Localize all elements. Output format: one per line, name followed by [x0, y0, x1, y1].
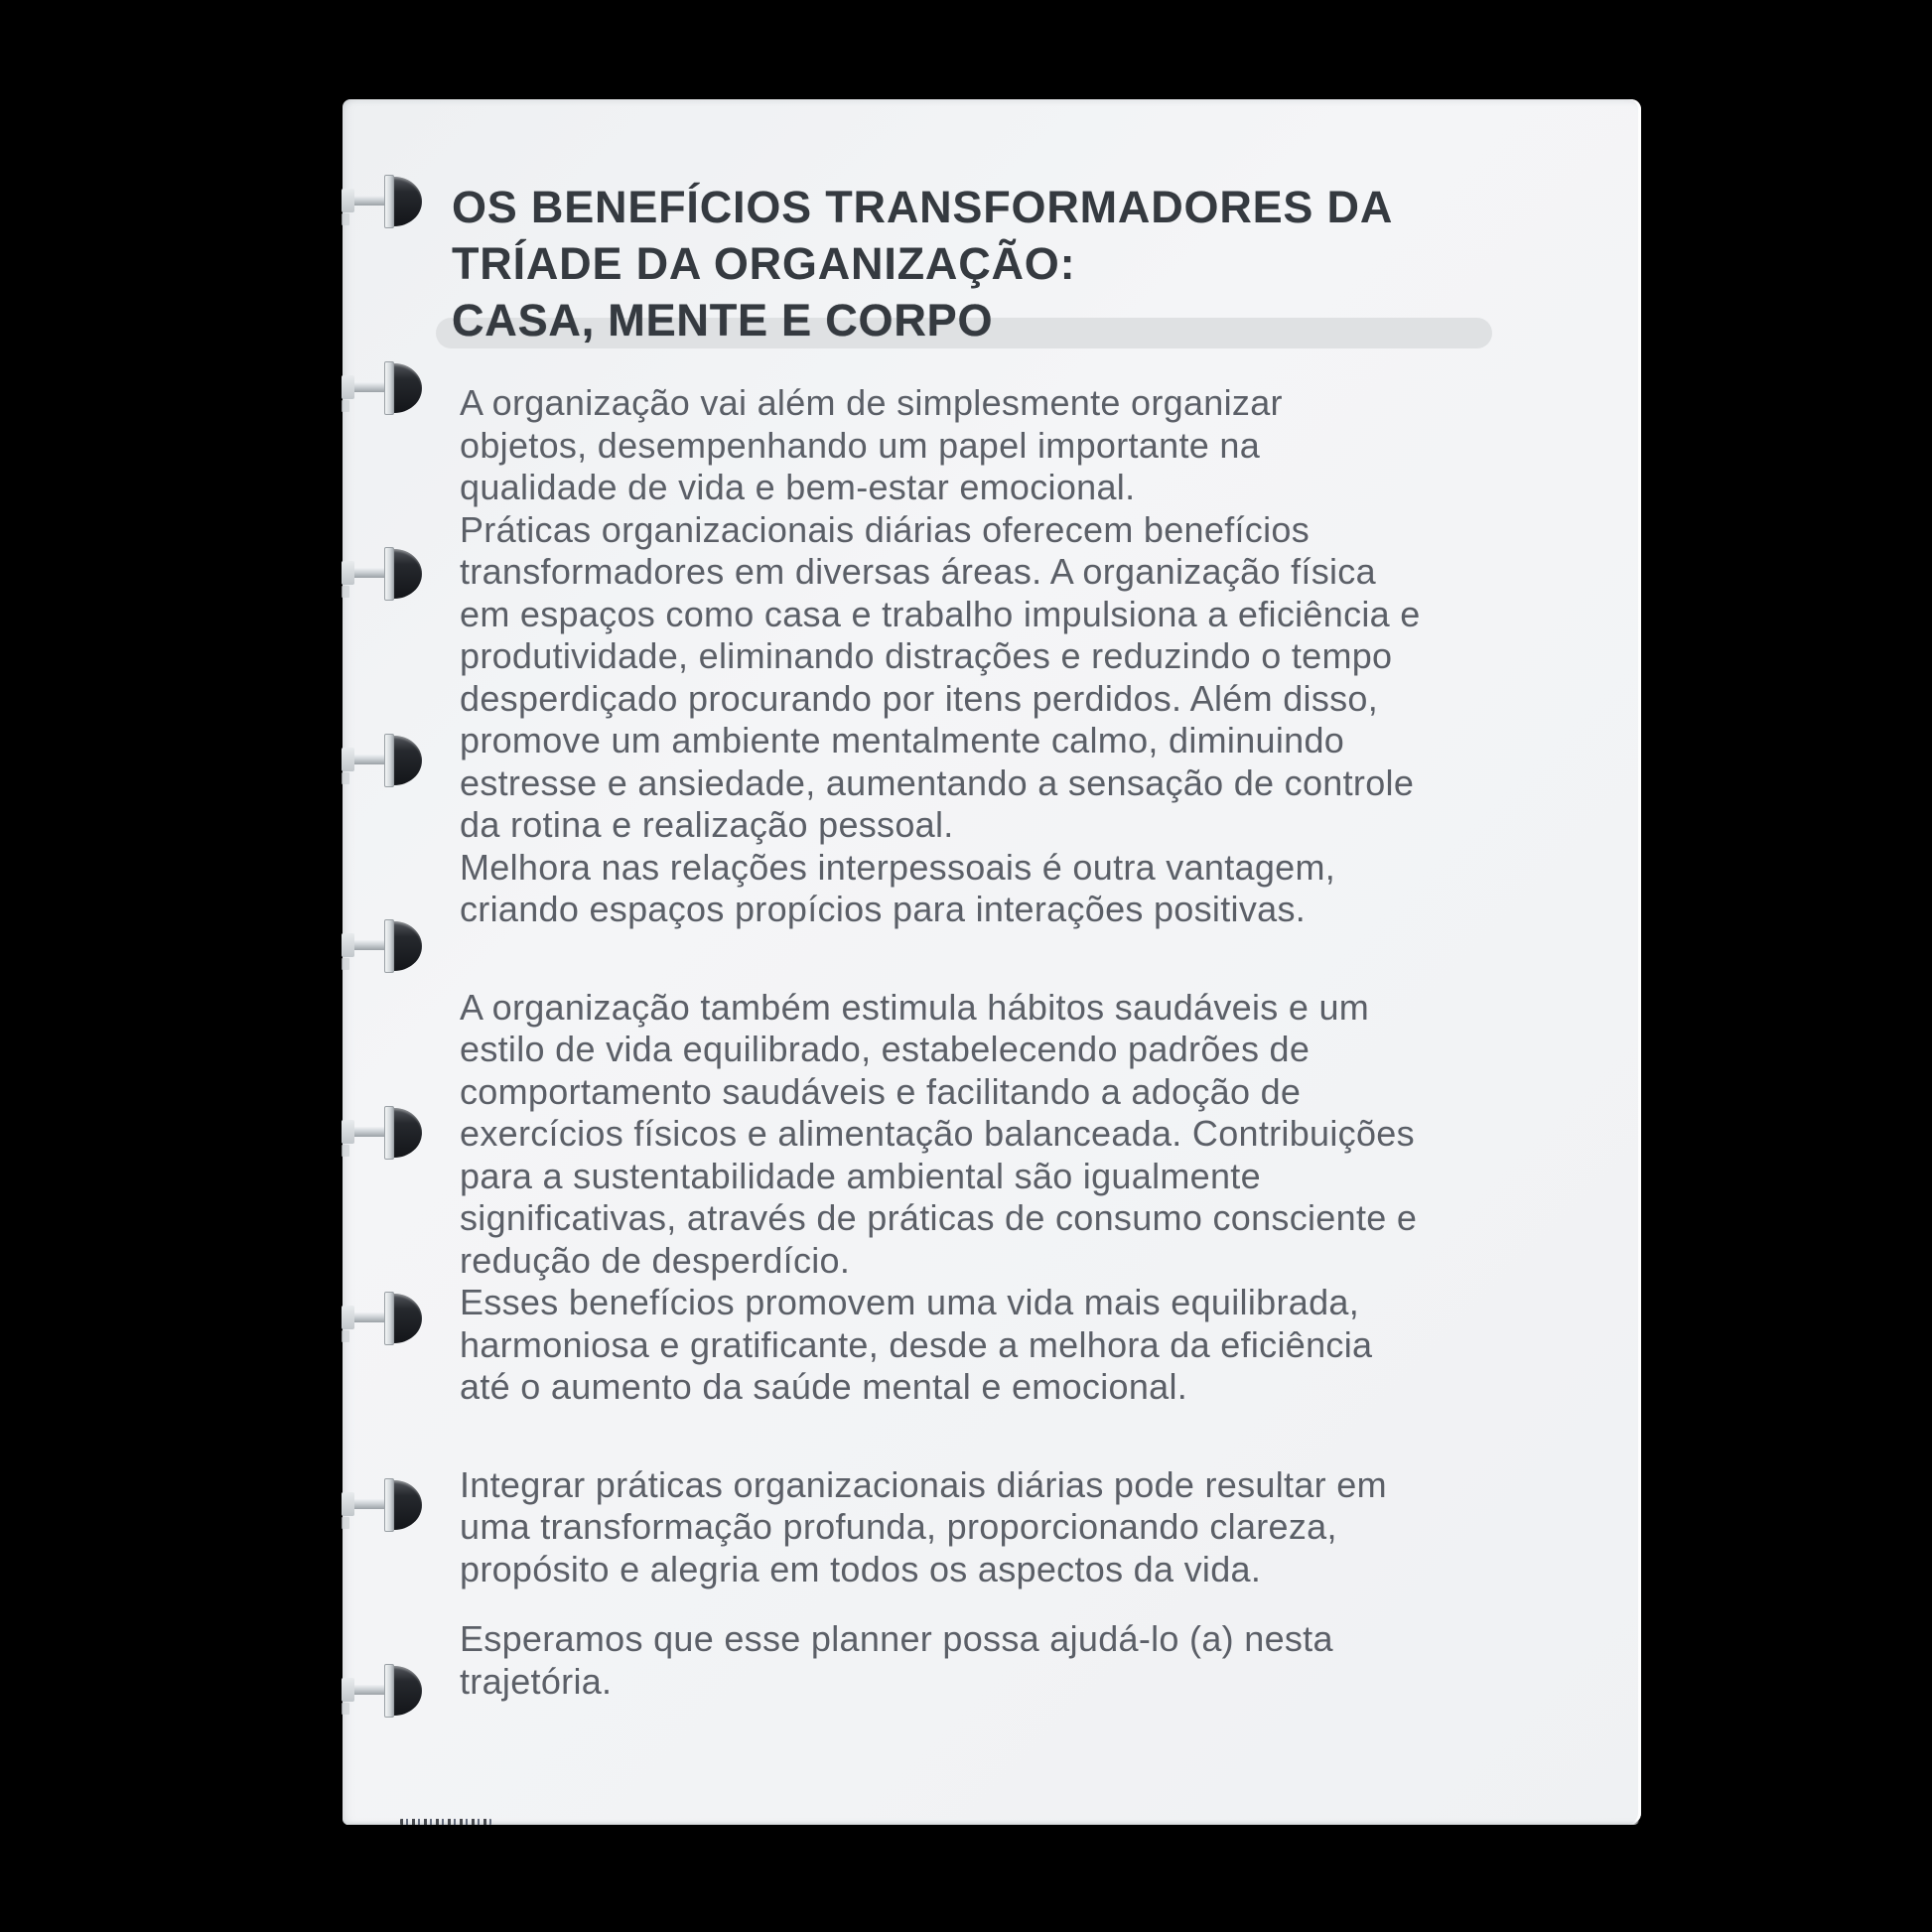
body-line: Integrar práticas organizacionais diárias pode resultar em [460, 1463, 1387, 1505]
body-line: A organização vai além de simplesmente organizar [460, 382, 1283, 423]
disc-dome-icon [394, 1294, 422, 1343]
body-line: qualidade de vida e bem-estar emocional. [460, 467, 1136, 507]
binding-disc [342, 918, 425, 974]
disc-root [342, 1492, 354, 1516]
body-paragraph [460, 987, 1421, 1409]
disc-cap [384, 734, 394, 787]
binding-disc [342, 733, 425, 788]
body-paragraph [460, 382, 1421, 931]
disc-cap [384, 919, 394, 973]
body-line: uma transformação profunda, proporcionando clareza, [460, 1506, 1337, 1547]
disc-cap [384, 1664, 394, 1718]
body-line: redução de desperdício. [460, 1239, 851, 1281]
body-line: exercícios físicos e alimentação balanceada. Contribuições [460, 1113, 1415, 1154]
body-line: até o aumento da saúde mental e emocional. [460, 1366, 1188, 1407]
disc-root [342, 933, 354, 957]
body-line: estresse e ansiedade, aumentando a sensação de controle [460, 761, 1415, 803]
binding-disc [342, 1477, 425, 1533]
disc-cap [384, 361, 394, 415]
disc-root-reflection [342, 400, 349, 412]
binding-disc [342, 1663, 425, 1719]
disc-root-reflection [342, 586, 349, 598]
body-line: promove um ambiente mentalmente calmo, diminuindo [460, 720, 1345, 760]
disc-root-reflection [342, 1145, 349, 1157]
body-line: significativas, através de práticas de consumo consciente e [460, 1197, 1418, 1238]
title-line: OS BENEFÍCIOS TRANSFORMADORES DA [452, 182, 1394, 232]
disc-cap [384, 175, 394, 228]
binding-disc [342, 546, 425, 602]
binding-disc [342, 1291, 425, 1346]
binding-disc [342, 174, 425, 229]
body-line: transformadores em diversas áreas. A organização física [460, 551, 1376, 592]
body-line: Práticas organizacionais diárias oferecem benefícios [460, 508, 1311, 550]
disc-root-reflection [342, 1517, 349, 1529]
disc-root [342, 748, 354, 771]
disc-root [342, 375, 354, 399]
body-line: trajetória. [460, 1660, 613, 1702]
body-line: Esses benefícios promovem uma vida mais equilibrada, [460, 1282, 1360, 1322]
body-line: Esperamos que esse planner possa ajudá-lo (a) nesta [460, 1618, 1333, 1659]
body-line: criando espaços propícios para interações positivas. [460, 889, 1307, 929]
disc-dome-icon [394, 549, 422, 599]
binding-disc [342, 1105, 425, 1161]
disc-cap [384, 1292, 394, 1345]
body-line: propósito e alegria em todos os aspectos da vida. [460, 1548, 1262, 1589]
disc-root-reflection [342, 772, 349, 784]
body-text [460, 382, 1421, 1703]
binding-disc [342, 360, 425, 416]
body-line: desperdiçado procurando por itens perdidos. Além disso, [460, 677, 1379, 719]
disc-root-reflection [342, 958, 349, 970]
disc-cap [384, 1478, 394, 1532]
disc-dome-icon [394, 1108, 422, 1158]
body-line: A organização também estimula hábitos saudáveis e um [460, 986, 1370, 1028]
disc-dome-icon [394, 736, 422, 785]
page-title [452, 179, 1393, 348]
disc-root-reflection [342, 1703, 349, 1715]
planner-page [343, 99, 1641, 1825]
body-line: harmoniosa e gratificante, desde a melhora da eficiência [460, 1323, 1373, 1365]
body-line: em espaços como casa e trabalho impulsiona a eficiência e [460, 593, 1421, 634]
disc-dome-icon [394, 363, 422, 413]
disc-cap [384, 547, 394, 601]
body-paragraph [460, 1618, 1421, 1703]
disc-root [342, 561, 354, 585]
body-line: objetos, desempenhando um papel importante na [460, 424, 1261, 466]
body-line: para a sustentabilidade ambiental são igualmente [460, 1155, 1261, 1196]
disc-root [342, 1678, 354, 1702]
disc-dome-icon [394, 921, 422, 971]
body-line: produtividade, eliminando distrações e reduzindo o tempo [460, 635, 1393, 676]
body-line: comportamento saudáveis e facilitando a adoção de [460, 1070, 1302, 1112]
body-line: estilo de vida equilibrado, estabelecendo padrões de [460, 1029, 1311, 1069]
disc-root [342, 1306, 354, 1329]
title-line: CASA, MENTE E CORPO [452, 295, 994, 345]
page-edge-print [400, 1819, 491, 1825]
disc-root [342, 1120, 354, 1144]
body-paragraph [460, 1464, 1421, 1591]
disc-dome-icon [394, 177, 422, 226]
disc-dome-icon [394, 1480, 422, 1530]
disc-root-reflection [342, 1330, 349, 1342]
disc-cap [384, 1106, 394, 1160]
disc-dome-icon [394, 1666, 422, 1716]
body-line: da rotina e realização pessoal. [460, 804, 954, 845]
title-line: TRÍADE DA ORGANIZAÇÃO: [452, 238, 1076, 289]
disc-root-reflection [342, 213, 349, 225]
disc-root [342, 189, 354, 212]
body-line: Melhora nas relações interpessoais é outra vantagem, [460, 846, 1336, 888]
